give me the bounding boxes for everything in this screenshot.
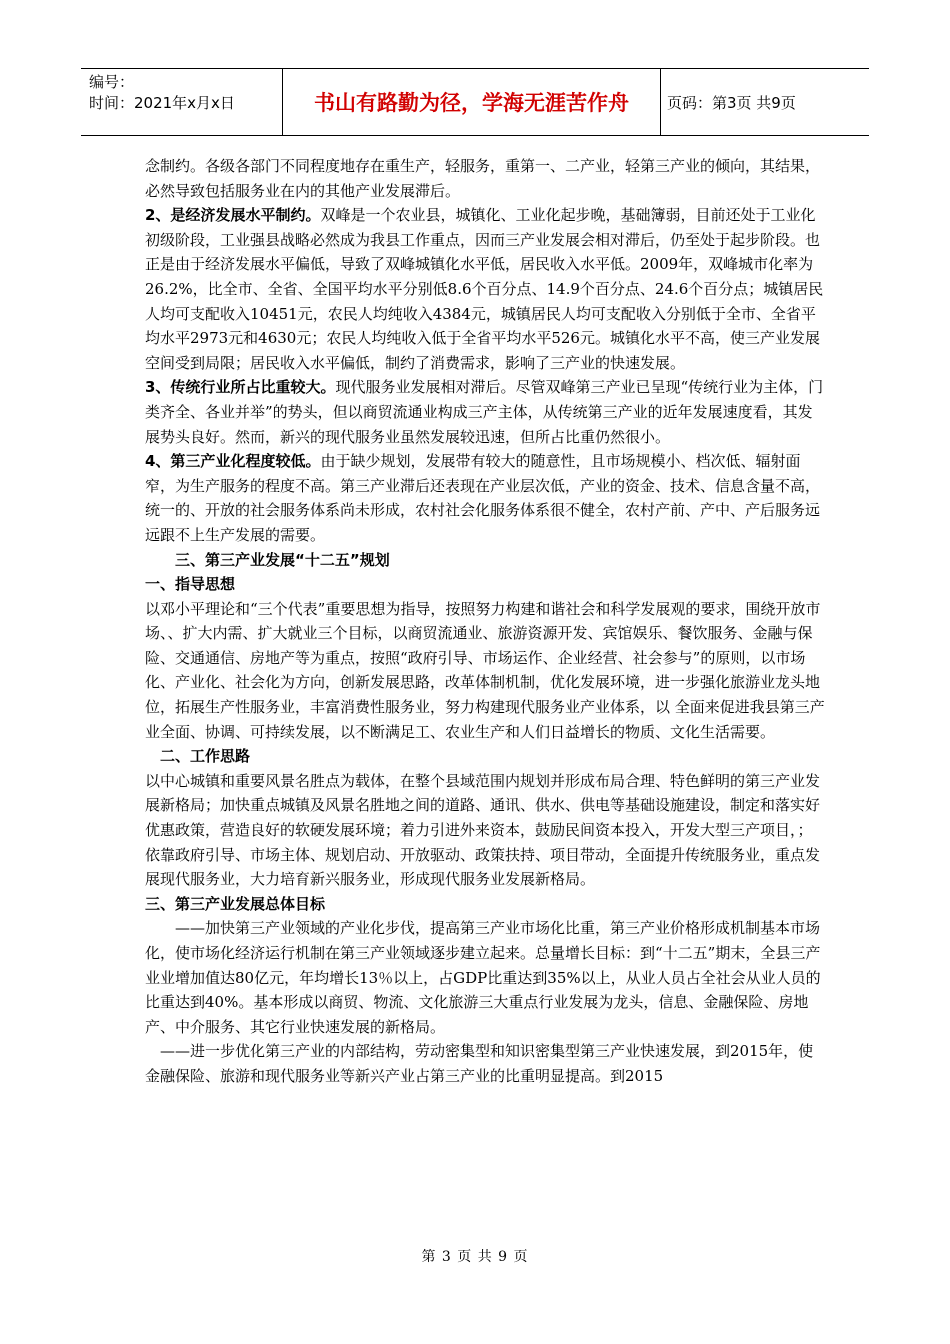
document-number-label: 编号： [89, 73, 135, 91]
point-heading: 2、是经济发展水平制约。 [145, 206, 321, 225]
paragraph: 4、第三产业化程度较低。由于缺少规划，发展带有较大的随意性，且市场规模小、档次低、辐射面窄，为生产服务的程度不高。第三产业滞后还表现在产业层次低，产业的资金、技术、信息含量不高，统一的、开放的社会服务体系尚未形成，农村社会化服务体系很不健全，农村产前、产中、产后服务远远跟不上生产发展的需要。 [145, 452, 821, 544]
section-title: 三、第三产业发展“十二五”规划 [175, 550, 390, 569]
header-meta [81, 69, 283, 135]
subsection-title-guide: 一、指导思想 [145, 575, 236, 594]
paragraph: 2、是经济发展水平制约。双峰是一个农业县，城镇化、工业化起步晚，基础簿弱，目前还处于工业化初级阶段，工业强县战略必然成为我县工作重点，因而三产业发展会相对滞后，仍至处于起步阶段。也正是由于经济发展水平偏低，导致了双峰城镇化水平低，居民收入水平低。2009年，双峰城市化率为26.2%，比全市、全省、全国平均水平分别低8.6个百分点、14.9个百分点、24.6个百分点；城镇居民人均可支配收入10451元，农民人均纯收入4384元，城镇居民人均可支配收入分别低于全市、全省平均水平2973元和4630元；农民人均纯收入低于全省平均水平526元。城镇化水平不高，使三产业发展空间受到局限；居民收入水平偏低，制约了消费需求，影响了三产业的快速发展。 [145, 206, 824, 372]
subsection-title-goals: 三、第三产业发展总体目标 [145, 894, 326, 913]
paragraph: ——加快第三产业领域的产业化步伐，提高第三产业市场化比重，第三产业价格形成机制基本市场化，使市场化经济运行机制在第三产业领域逐步建立起来。总量增长目标：到“十二五”期末，全县三产业业增加值达80亿元，年均增长13％以上，占GDP比重达到35%以上，从业人员占全社会从业人员的比重达到40%。基本形成以商贸、物流、文化旅游三大重点行业发展为龙头，信息、金融保险、房地产、中介服务、其它行业快速发展的新格局。 [145, 919, 821, 1036]
document-date: 时间：2021年x月x日 [89, 94, 235, 112]
paragraph: 3、传统行业所占比重较大。现代服务业发展相对滞后。尽管双峰第三产业已呈现“传统行业为主体，门类齐全、各业并举”的势头，但以商贸流通业构成三产主体，从传统第三产业的近年发展速度看，其发展势头良好。然而，新兴的现代服务业虽然发展较迅速，但所占比重仍然很小。 [145, 378, 824, 446]
paragraph: ——进一步优化第三产业的内部结构，劳动密集型和知识密集型第三产业快速发展，到2015年，使金融保险、旅游和现代服务业等新兴产业占第三产业的比重明显提高。到2015 [145, 1042, 814, 1085]
page-header [81, 68, 869, 136]
point-heading: 4、第三产业化程度较低。 [145, 452, 321, 471]
page-footer: 第 3 页 共 9 页 [421, 1249, 529, 1265]
paragraph: 以中心城镇和重要风景名胜点为载体，在整个县域范围内规划并形成布局合理、特色鲜明的第三产业发展新格局；加快重点城镇及风景名胜地之间的道路、通讯、供水、供电等基础设施建设，制定和落实好优惠政策，营造良好的软硬发展环境；着力引进外来资本，鼓励民间资本投入，开发大型三产项目，；依靠政府引导、市场主体、规划启动、开放驱动、政策扶持、项目带动，全面提升传统服务业，重点发展现代服务业，大力培育新兴服务业，形成现代服务业发展新格局。 [145, 771, 821, 889]
point-heading: 3、传统行业所占比重较大。 [145, 378, 336, 397]
subsection-title-work: 二、工作思路 [160, 747, 251, 766]
header-motto: 书山有路勤为径，学海无涯苦作舟 [283, 69, 661, 135]
paragraph: 以邓小平理论和“三个代表”重要思想为指导，按照努力构建和谐社会和科学发展观的要求，围绕开放市场、、扩大内需、扩大就业三个目标，以商贸流通业、旅游资源开发、宾馆娱乐、餐饮服务、金融与保险、交通通信、房地产等为重点，按照“政府引导、市场运作、企业经营、社会参与”的原则，以市场化、产业化、社会化为方向，创新发展思路，改革体制机制，优化发展环境，进一步强化旅游业龙头地位，拓展生产性服务业，丰富消费性服务业，努力构建现代服务业产业体系，以 全面来促进我县第三产业全面、协调、可持续发展，以不断满足工、农业生产和人们日益增长的物质、文化生活需要。 [145, 599, 825, 741]
header-page-number: 页码：第3页 共9页 [667, 93, 796, 112]
document-body [145, 154, 825, 1089]
paragraph: 念制约。各级各部门不同程度地存在重生产，轻服务，重第一、二产业，轻第三产业的倾向，其结果，必然导致包括服务业在内的其他产业发展滞后。 [145, 157, 821, 200]
